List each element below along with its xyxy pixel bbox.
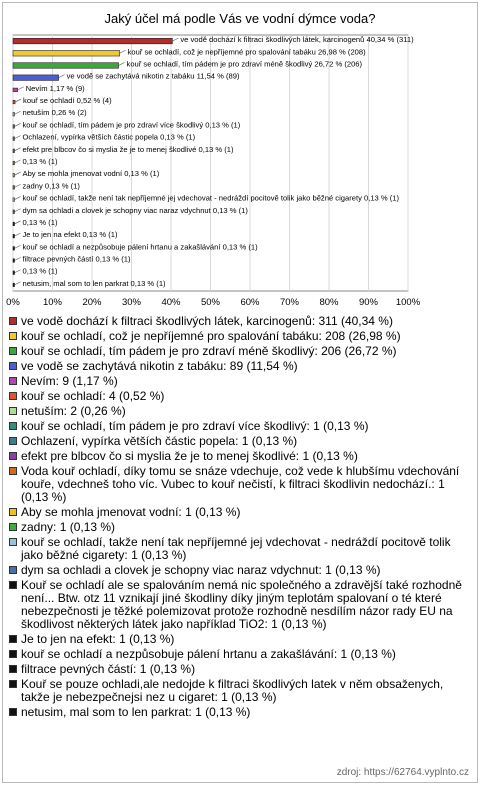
legend-swatch bbox=[9, 347, 17, 355]
bar bbox=[13, 137, 15, 141]
bar bbox=[13, 234, 15, 238]
bar bbox=[13, 222, 15, 226]
bar bbox=[13, 210, 15, 214]
bar bbox=[13, 259, 15, 263]
legend-item bbox=[9, 465, 473, 504]
x-tick-label: 90% bbox=[358, 297, 379, 308]
bar-label: 0,13 % (1) bbox=[22, 266, 58, 276]
bar-label: Nevím 1,17 % (9) bbox=[25, 83, 85, 93]
bar-label: kouř se ochladí a nezpůsobuje pálení hrtanu a zakašlávání 0,13 % (1) bbox=[22, 242, 258, 252]
bar-label: 0,13 % (1) bbox=[22, 217, 58, 227]
bar-label: kouř se ochladí 0,52 % (4) bbox=[23, 96, 112, 106]
x-tick-label: 70% bbox=[279, 297, 300, 308]
legend-item bbox=[9, 579, 473, 631]
bar bbox=[13, 271, 15, 275]
legend-item bbox=[9, 706, 473, 719]
legend-swatch bbox=[9, 392, 17, 400]
legend-item bbox=[9, 435, 473, 448]
bar-label: netusim, mal som to len parkrat 0,13 % (1) bbox=[22, 278, 166, 288]
bar-label: filtrace pevných částí 0,13 % (1) bbox=[22, 254, 131, 264]
bar bbox=[13, 63, 119, 69]
legend-swatch bbox=[9, 508, 17, 516]
x-tick-label: 50% bbox=[200, 297, 221, 308]
legend-swatch bbox=[9, 650, 17, 658]
x-tick-label: 10% bbox=[42, 297, 63, 308]
x-tick-label: 60% bbox=[240, 297, 260, 308]
legend-swatch bbox=[9, 708, 17, 716]
x-tick-label: 80% bbox=[319, 297, 339, 308]
legend-label: Kouř se ochladí ale se spalováním nemá nic společného a zdravější také rozhodně není... Btw. otz 11 vznikají jiné škodliny díky jiným teplotám spalovaní o té které nebezpečnosti je těžké polemizovat protože rozhodně nesdílím názor rady EU na škodlivost některých látek jako například TiO2: 1 (0,13 %) bbox=[21, 578, 462, 631]
legend-item bbox=[9, 405, 473, 418]
bar bbox=[13, 247, 15, 251]
legend-label: Ochlazení, vypírka větších částic popela: 1 (0,13 %) bbox=[21, 434, 298, 448]
legend-item bbox=[9, 648, 473, 661]
bar-label: dym sa ochladi a clovek je schopny viac naraz vdychnut 0,13 % (1) bbox=[22, 205, 248, 215]
bar-label: kouř se ochladí, tím pádem je pro zdraví méně škodlivý 26,72 % (206) bbox=[126, 59, 363, 69]
source-credit[interactable]: zdroj: https://62764.vyplnto.cz bbox=[336, 767, 469, 778]
legend-swatch bbox=[9, 452, 17, 460]
x-tick-label: 40% bbox=[161, 297, 181, 308]
legend-item bbox=[9, 564, 473, 577]
legend-swatch bbox=[9, 467, 17, 475]
legend-label: Aby se mohla jmenovat vodní: 1 (0,13 %) bbox=[21, 505, 241, 519]
legend-label: kouř se ochladí, což je nepříjemné pro spalování tabáku: 208 (26,98 %) bbox=[21, 329, 401, 343]
bar bbox=[13, 283, 15, 287]
legend-item bbox=[9, 450, 473, 463]
bar-label: kouř se ochladí, což je nepříjemné pro spalování tabáku 26,98 % (208) bbox=[127, 47, 366, 57]
legend-label: ve vodě dochází k filtraci škodlivých látek, karcinogenů: 311 (40,34 %) bbox=[21, 314, 393, 328]
legend-item bbox=[9, 420, 473, 433]
legend-swatch bbox=[9, 362, 17, 370]
legend-item bbox=[9, 506, 473, 519]
legend-label: efekt pre blbcov čo si myslia že je to menej škodlivé: 1 (0,13 %) bbox=[21, 449, 358, 463]
legend-swatch bbox=[9, 581, 17, 589]
x-tick-label: 20% bbox=[82, 297, 102, 308]
legend-item bbox=[9, 663, 473, 676]
legend-swatch bbox=[9, 317, 17, 325]
x-tick-label: 100% bbox=[395, 297, 421, 308]
bar bbox=[13, 125, 15, 129]
bar bbox=[13, 51, 120, 57]
legend-label: ve vodě se zachytává nikotin z tabáku: 89 (11,54 %) bbox=[21, 359, 298, 373]
bar bbox=[13, 173, 15, 177]
x-tick-label: 30% bbox=[121, 297, 142, 308]
x-tick-label: 0% bbox=[6, 297, 20, 308]
legend-swatch bbox=[9, 422, 17, 430]
legend-swatch bbox=[9, 332, 17, 340]
legend-label: Nevím: 9 (1,17 %) bbox=[21, 374, 118, 388]
legend-swatch bbox=[9, 523, 17, 531]
legend-item bbox=[9, 375, 473, 388]
legend-label: kouř se ochladí: 4 (0,52 %) bbox=[21, 389, 165, 403]
legend-label: Voda kouř ochladí, díky tomu se snáze vdechuje, což vede k hlubšímu vdechování kouře, vdechneš toho víc. Vubec to kouř nečistí, k filtraci škodlivin nedochází.: 1 (0,13 %) bbox=[21, 464, 460, 504]
legend-swatch bbox=[9, 407, 17, 415]
legend-item bbox=[9, 330, 473, 343]
bar bbox=[13, 198, 15, 202]
legend-item bbox=[9, 521, 473, 534]
bar bbox=[13, 186, 15, 190]
legend-label: kouř se ochladí a nezpůsobuje pálení hrtanu a zakašlávání: 1 (0,13 %) bbox=[21, 647, 396, 661]
bar bbox=[13, 88, 18, 92]
legend-item bbox=[9, 633, 473, 646]
legend-swatch bbox=[9, 680, 17, 688]
legend-label: kouř se ochladí, takže není tak nepříjemné jej vdechovat - nedráždí pocitově tolik jako běžné cigarety: 1 (0,13 %) bbox=[21, 535, 451, 562]
legend-label: netusim, mal som to len parkrat: 1 (0,13 %) bbox=[21, 705, 251, 719]
bar-label: Aby se mohla jmenovat vodní 0,13 % (1) bbox=[22, 169, 160, 179]
bar-label: kouř se ochladí, takže není tak nepříjemné jej vdechovat - nedráždí pocitově tolik jako běžné cigarety 0,13 % (1) bbox=[22, 193, 400, 203]
legend-label: kouř se ochladí, tím pádem je pro zdraví méně škodlivý: 206 (26,72 %) bbox=[21, 344, 397, 358]
bar-label: ve vodě se zachytává nikotin z tabáku 11,54 % (89) bbox=[66, 71, 240, 81]
bar-label: Je to jen na efekt 0,13 % (1) bbox=[22, 230, 118, 240]
bar-plot bbox=[3, 3, 477, 315]
legend-swatch bbox=[9, 566, 17, 574]
legend-label: dym sa ochladi a clovek je schopny viac naraz vdychnut: 1 (0,13 %) bbox=[21, 563, 381, 577]
legend-label: netuším: 2 (0,26 %) bbox=[21, 404, 126, 418]
legend-item bbox=[9, 536, 473, 562]
bar bbox=[13, 75, 59, 81]
legend-swatch bbox=[9, 635, 17, 643]
legend-swatch bbox=[9, 377, 17, 385]
legend-item bbox=[9, 360, 473, 373]
legend-item bbox=[9, 390, 473, 403]
legend-swatch bbox=[9, 437, 17, 445]
bar-label: ve vodě dochází k filtraci škodlivých látek, karcinogenů 40,34 % (311) bbox=[180, 35, 414, 45]
legend-swatch bbox=[9, 665, 17, 673]
bar-label: netuším 0,26 % (2) bbox=[22, 108, 87, 118]
bar-label: zadny 0,13 % (1) bbox=[22, 181, 80, 191]
bar-label: Ochlazení, vypírka větších částic popela 0,13 % (1) bbox=[22, 132, 196, 142]
legend-label: zadny: 1 (0,13 %) bbox=[21, 520, 116, 534]
chart-frame bbox=[2, 2, 478, 783]
bar-label: efekt pre blbcov čo si myslia že je to menej škodlivé 0,13 % (1) bbox=[22, 144, 234, 154]
chart-title: Jaký účel má podle Vás ve vodní dýmce voda? bbox=[104, 11, 376, 26]
bar bbox=[13, 38, 172, 44]
bar bbox=[13, 161, 15, 165]
legend-swatch bbox=[9, 538, 17, 546]
bar-label: kouř se ochladí, tím pádem je pro zdraví více škodlivý 0,13 % (1) bbox=[22, 120, 241, 130]
bar bbox=[13, 112, 15, 116]
legend-label: Kouř se pouze ochladi,ale nedojde k filtraci škodlivých latek v něm obsaženych, takže je nebezpečnejsi nez u cigaret: 1 (0,13 %) bbox=[21, 677, 444, 704]
legend-label: Je to jen na efekt: 1 (0,13 %) bbox=[21, 632, 175, 646]
legend-label: kouř se ochladí, tím pádem je pro zdraví více škodlivý: 1 (0,13 %) bbox=[21, 419, 369, 433]
bar bbox=[13, 149, 15, 153]
legend bbox=[9, 315, 473, 721]
legend-item bbox=[9, 345, 473, 358]
legend-item bbox=[9, 678, 473, 704]
bar-label: 0,13 % (1) bbox=[22, 157, 58, 166]
bar bbox=[13, 100, 15, 104]
legend-item bbox=[9, 315, 473, 328]
legend-label: filtrace pevných částí: 1 (0,13 %) bbox=[21, 662, 196, 676]
